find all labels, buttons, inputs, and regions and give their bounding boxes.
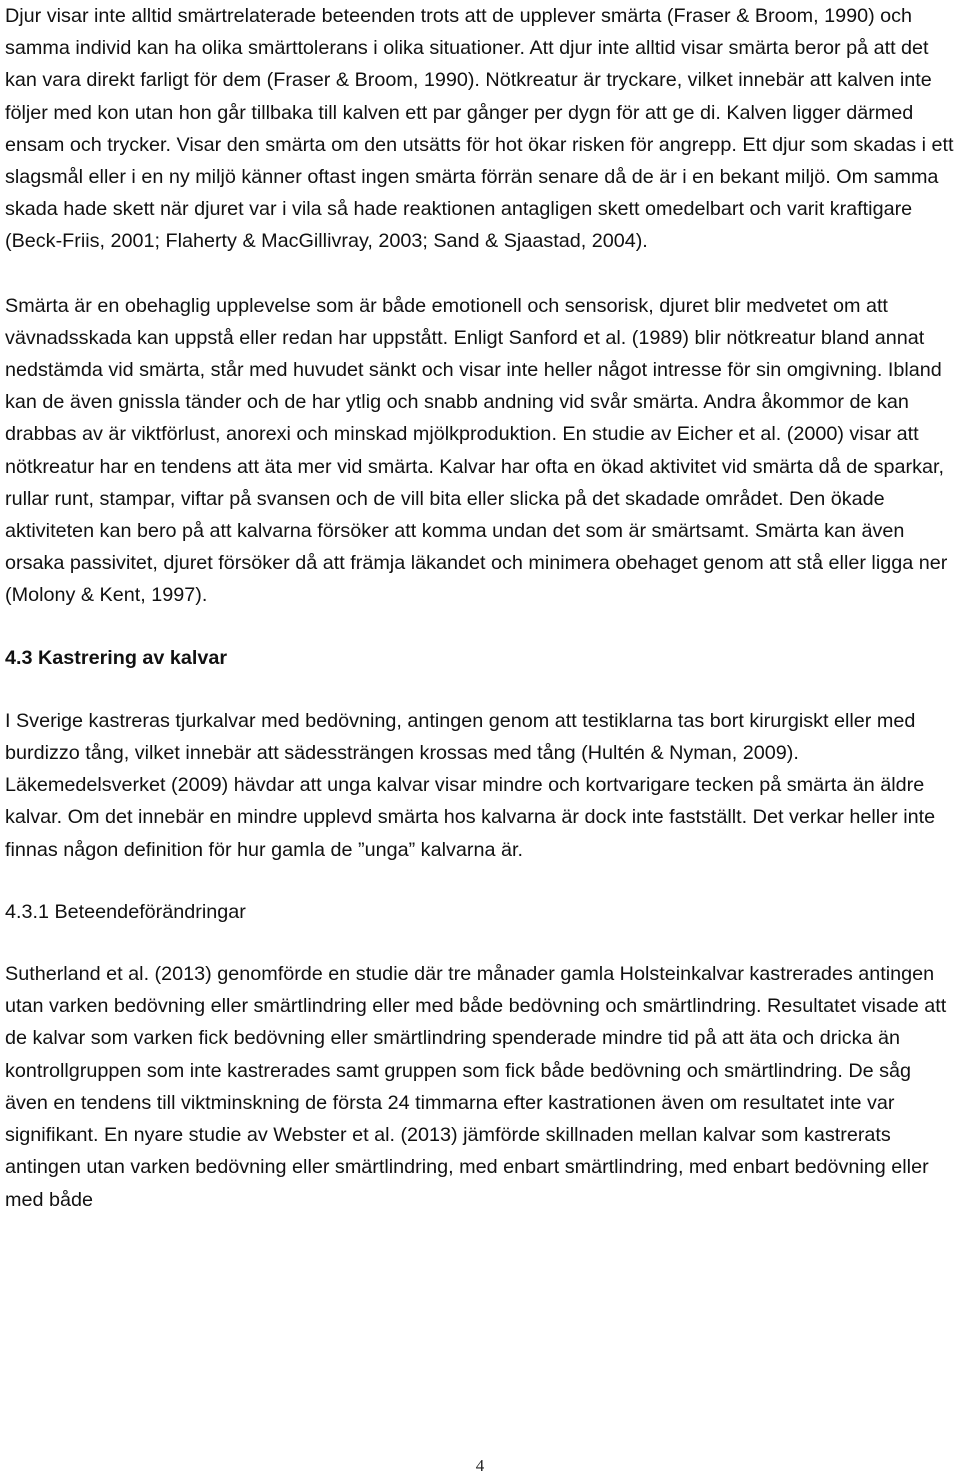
paragraph-behaviour-studies: Sutherland et al. (2013) genomförde en studie där tre månader gamla Holsteinkalvar kastrerades antingen utan varken bedövning eller smärtlindring eller med både bedövning och smärtlindring. Resultatet visade att de kalvar som varken fick bedövning eller smärtlindring spenderade mindre tid på att äta och dricka än kontrollgruppen som inte kastrerades samt gruppen som fick både bedövning och smärtlindring. De såg även en tendens till viktminskning de första 24 timmarna efter kastrationen även om resultatet inte var signifikant. En nyare studie av Webster et al. (2013) jämförde skillnaden mellan kalvar som kastrerats antingen utan varken bedövning eller smärtlindring, med enbart smärtlindring, med enbart bedövning eller med både xyxy=(5,963,947,1211)
document-page xyxy=(5,0,955,1216)
subsection-heading: 4.3.1 Beteendeförändringar xyxy=(5,900,246,923)
section-heading: 4.3 Kastrering av kalvar xyxy=(5,646,228,669)
paragraph-pain-behaviour: Djur visar inte alltid smärtrelaterade beteenden trots att de upplever smärta (Fraser & Broom, 1990) och samma individ kan ha olika smärttolerans i olika situationer. Att djur inte alltid visar smärta beror på att det kan vara direkt farligt för dem (Fraser & Broom, 1990). Nötkreatur är tryckare, vilket innebär att kalven inte följer med kon utan hon går tillbaka till kalven ett par gånger per dygn för att ge di. Kalven ligger därmed ensam och trycker. Visar den smärta om den utsätts för hot ökar risken för angrepp. Ett djur som skadas i ett slagsmål eller i en ny miljö känner oftast ingen smärta förrän senare då de är i en bekant miljö. Om samma skada hade skett när djuret var i vila så hade reaktionen antagligen skett omedelbart och varit kraftigare (Beck-Friis, 2001; Flaherty & MacGillivray, 2003; Sand & Sjaastad, 2004). xyxy=(5,5,954,253)
paragraph-castration-sweden: I Sverige kastreras tjurkalvar med bedövning, antingen genom att testiklarna tas bort kirurgiskt eller med burdizzo tång, vilket innebär att sädessträngen krossas med tång (Hultén & Nyman, 2009). Läkemedelsverket (2009) hävdar att unga kalvar visar mindre och kortvarigare tecken på smärta än äldre kalvar. Om det innebär en mindre upplevd smärta hos kalvarna är dock inte fastställt. Det verkar heller inte finnas någon definition för hur gamla de ”unga” kalvarna är. xyxy=(5,709,936,861)
page-number: 4 xyxy=(475,1456,485,1475)
paragraph-pain-definition: Smärta är en obehaglig upplevelse som är både emotionell och sensorisk, djuret blir medvetet om att vävnadsskada kan uppstå eller redan har uppstått. Enligt Sanford et al. (1989) blir nötkreatur bland annat nedstämda vid smärta, står med huvudet sänkt och visar inte heller något intresse för sin omgivning. Ibland kan de även gnissla tänder och de har ytlig och snabb andning vid svår smärta. Andra åkommor de kan drabbas av är viktförlust, anorexi och minskad mjölkproduktion. En studie av Eicher et al. (2000) visar att nötkreatur har en tendens att äta mer vid smärta. Kalvar har ofta en ökad aktivitet vid smärta då de sparkar, rullar runt, stampar, viftar på svansen och de vill bita eller slicka på det skadade området. Den ökade aktiviteten kan bero på att kalvarna försöker att komma undan det som är smärtsamt. Smärta kan även orsaka passivitet, djuret försöker då att främja läkandet och minimera obehaget genom att stå eller ligga ner (Molony & Kent, 1997). xyxy=(5,294,948,607)
